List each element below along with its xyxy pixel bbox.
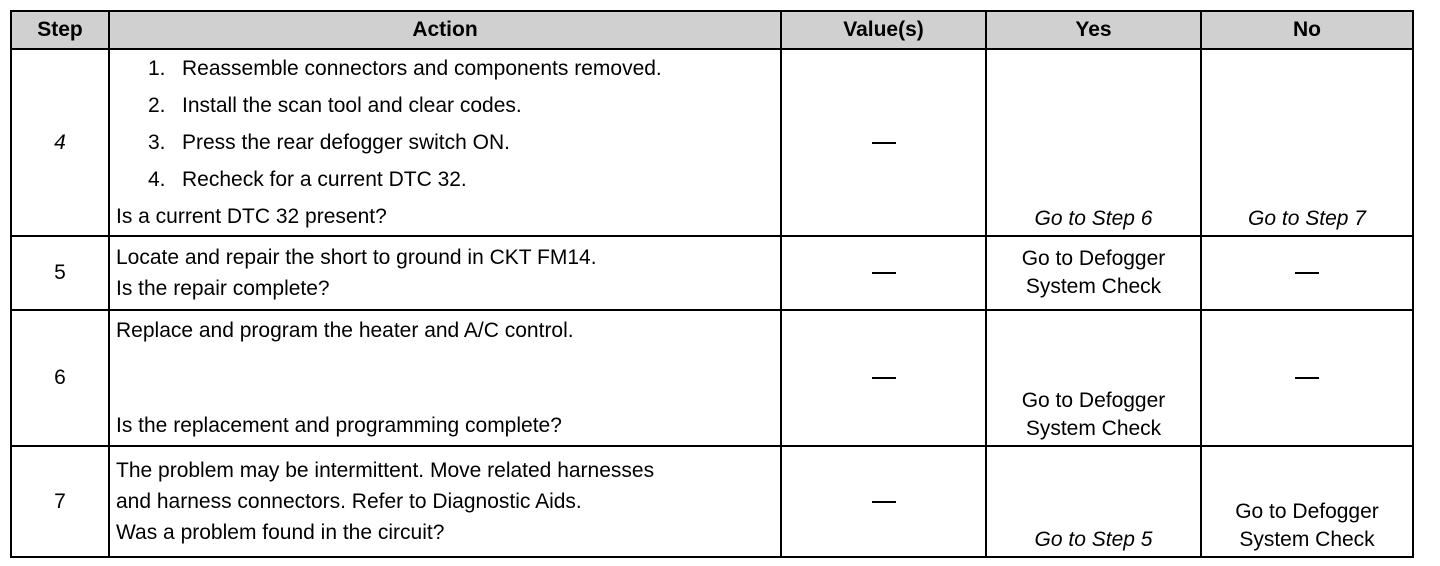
list-item: 4. Recheck for a current DTC 32. <box>148 168 467 191</box>
action-steps-list <box>116 50 774 198</box>
no-cell: Go to Defogger System Check <box>1201 446 1413 557</box>
diagnostic-table <box>10 10 1414 558</box>
value-dash <box>1295 377 1319 379</box>
step-number: 4 <box>11 49 109 236</box>
yes-cell: Go to Defogger System Check <box>986 310 1201 446</box>
value-dash <box>872 272 896 274</box>
table-row <box>11 236 1413 310</box>
value-dash <box>872 501 896 503</box>
action-question: Was a problem found in the circuit? <box>116 521 445 544</box>
no-cell: Go to Step 7 <box>1201 49 1413 236</box>
table-row <box>11 310 1413 446</box>
action-text: Replace and program the heater and A/C control. <box>116 319 574 342</box>
value-cell <box>781 446 986 557</box>
list-item: 3. Press the rear defogger switch ON. <box>148 131 510 154</box>
yes-cell: Go to Step 6 <box>986 49 1201 236</box>
value-cell <box>781 236 986 310</box>
action-text: Locate and repair the short to ground in CKT FM14. <box>116 246 597 269</box>
action-cell <box>109 236 781 310</box>
header-values: Value(s) <box>781 11 986 49</box>
step-number: 7 <box>11 446 109 557</box>
step-number: 5 <box>11 236 109 310</box>
header-row <box>11 11 1413 49</box>
yes-cell: Go to Step 5 <box>986 446 1201 557</box>
action-cell <box>109 446 781 557</box>
table-row <box>11 446 1413 557</box>
value-cell <box>781 49 986 236</box>
header-action: Action <box>109 11 781 49</box>
action-text: The problem may be intermittent. Move related harnesses <box>116 459 655 482</box>
table-row <box>11 49 1413 236</box>
value-dash <box>1295 272 1319 274</box>
list-item: 2. Install the scan tool and clear codes. <box>148 94 522 117</box>
value-cell <box>781 310 986 446</box>
no-cell <box>1201 236 1413 310</box>
value-dash <box>872 377 896 379</box>
yes-cell: Go to Defogger System Check <box>986 236 1201 310</box>
action-question: Is a current DTC 32 present? <box>116 205 387 228</box>
action-cell <box>109 310 781 446</box>
header-step: Step <box>11 11 109 49</box>
action-cell <box>109 49 781 236</box>
action-question: Is the repair complete? <box>116 277 330 300</box>
action-text: and harness connectors. Refer to Diagnostic Aids. <box>116 490 582 513</box>
action-question: Is the replacement and programming complete? <box>116 414 562 437</box>
value-dash <box>872 142 896 144</box>
list-item: 1. Reassemble connectors and components removed. <box>148 57 662 80</box>
step-number: 6 <box>11 310 109 446</box>
header-yes: Yes <box>986 11 1201 49</box>
header-no: No <box>1201 11 1413 49</box>
no-cell <box>1201 310 1413 446</box>
